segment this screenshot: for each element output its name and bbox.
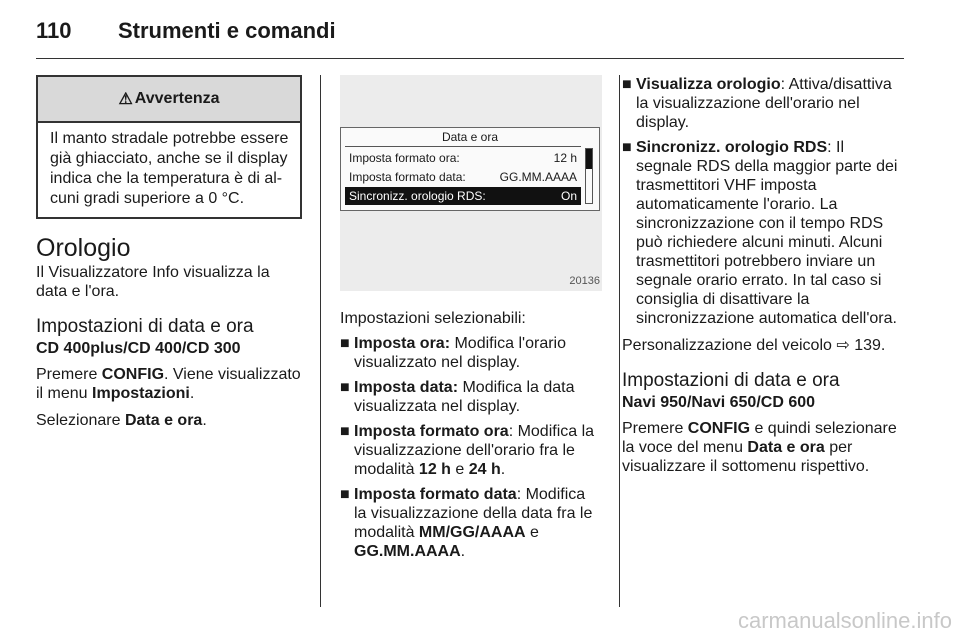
screen-divider: [345, 146, 581, 147]
warning-header: [38, 77, 300, 123]
figure-number: 20136: [569, 275, 600, 287]
screen-row-time-format: Imposta formato ora: 12 h: [349, 151, 577, 165]
page-number: 110: [36, 18, 72, 43]
display-figure: [340, 75, 602, 291]
warning-body: Il manto stradale potrebbe essere già ghiacciato, anche se il display indica che la temperatura è di al-cuni gradi superiore a 0 °C.: [50, 130, 289, 207]
model-label: CD 400plus/CD 400/CD 300: [36, 340, 241, 357]
screen-row-date-format: Imposta formato data: GG.MM.AAAA: [349, 170, 577, 184]
header-rule: [36, 58, 904, 59]
selectable-intro: Impostazioni selezionabili:: [340, 310, 526, 327]
display-screen: [340, 127, 600, 211]
subheading-date-time: Impostazioni di data e ora: [36, 316, 254, 337]
screen-row-rds-sync: Sincronizz. orologio RDS: On: [345, 187, 581, 205]
instruction-config: Premere CONFIG. Viene visualizzato il menu Impostazioni.: [36, 366, 301, 402]
screen-scrollbar: [585, 148, 593, 204]
list-item-rds-sync: ■ Sincronizz. orologio RDS: Il segnale RDS della maggior parte dei trasmettitori VHF imposta automaticamente l'orario. La sincronizzazione con il tempo RDS può richiedere alcuni minuti. Alcuni trasmettitori potrebbero inviare un segnale orario errato. In tal caso si consiglia di disattivare la sincronizzazione automatica dell'ora.: [622, 139, 898, 327]
instruction-select: Selezionare Data e ora.: [36, 412, 207, 429]
warning-box: [36, 75, 302, 219]
heading-orologio: Orologio: [36, 234, 131, 262]
arrow-ref-icon: ⇨: [836, 337, 850, 354]
column-2: [340, 75, 602, 561]
column-1: [36, 75, 302, 430]
intro-text: Il Visualizzatore Info visualizza la data e l'ora.: [36, 264, 270, 300]
column-divider-1: [320, 75, 321, 607]
list-item-formato-data: ■ Imposta formato data: Modifica la visualizzazione della data fra le modalità MM/GG/AAAA e GG.MM.AAAA.: [340, 486, 593, 560]
subheading-date-time-navi: Impostazioni di data e ora: [622, 370, 840, 391]
instruction-config-navi: Premere CONFIG e quindi selezionare la voce del menu Data e ora per visualizzare il sottomenu rispettivo.: [622, 420, 897, 475]
column-3: [622, 75, 904, 476]
column-divider-2: [619, 75, 620, 607]
list-item-formato-ora: ■ Imposta formato ora: Modifica la visualizzazione dell'orario fra le modalità 12 h e 24 h.: [340, 423, 595, 478]
list-item-visualizza-orologio: ■ Visualizza orologio: Attiva/disattiva la visualizzazione dell'orario nel display.: [622, 76, 892, 131]
settings-list-continued: [622, 75, 904, 328]
cross-reference: Personalizzazione del veicolo ⇨ 139.: [622, 337, 886, 354]
page-header: [36, 12, 906, 52]
screen-title: Data e ora: [441, 130, 499, 144]
scrollbar-thumb: [586, 149, 592, 169]
list-item-imposta-ora: ■ Imposta ora: Modifica l'orario visualizzato nel display.: [340, 335, 566, 371]
model-label-navi: Navi 950/Navi 650/CD 600: [622, 394, 816, 411]
list-item-imposta-data: ■ Imposta data: Modifica la data visualizzata nel display.: [340, 379, 575, 415]
warning-title: Avvertenza: [134, 90, 220, 107]
section-title: Strumenti e comandi: [118, 18, 336, 43]
warning-icon: ⚠: [118, 91, 133, 108]
watermark: carmanualsonline.info: [737, 608, 952, 633]
settings-list: [340, 334, 602, 561]
